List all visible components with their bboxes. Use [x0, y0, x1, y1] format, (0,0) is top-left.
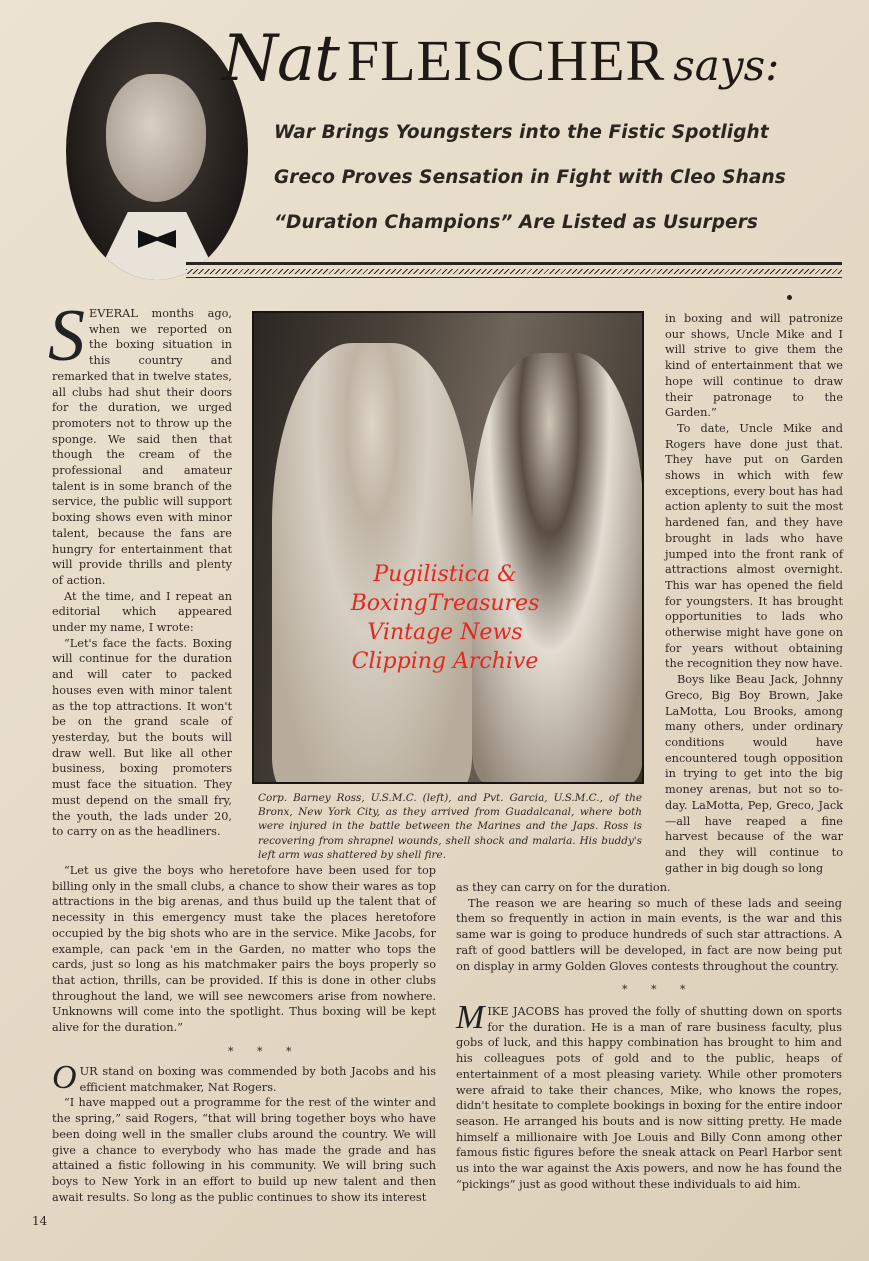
subhead-3: “Duration Champions” Are Listed as Usurpers [274, 212, 759, 233]
photo-caption: Corp. Barney Ross, U.S.M.C. (left), and Pvt. Garcia, U.S.M.C., of the Bronx, New York City, as they arrived from Guadalcanal, where both were injured in the battle between the Marines and the Japs. Ross is recovering from shrapnel wounds, shell shock and malaria. His buddy's left arm was shattered by shell fire. [258, 792, 642, 861]
paragraph-6: “I have mapped out a programme for the rest of the winter and the spring,” said Rogers, “that will bring together boys who have been doing well in the smaller clubs around the country. We will give a chance to everybody who has made the grade and has attained a fistic following in his community. We will bring such boys to New York in an effort to build up new talent and then await results. So long as the public continues to show its interest [52, 1096, 436, 1204]
paragraph-7: as they can carry on for the duration. [456, 881, 671, 894]
drop-cap-s: S [48, 295, 85, 377]
page-number: 14 [32, 1214, 48, 1228]
watermark [300, 560, 590, 676]
wide-block-4 [456, 999, 842, 1192]
paragraph-1: EVERAL months ago, when we reported on the boxing situation in this country and remarked that in twelve states, all clubs had shut their doors for the duration, we urged promoters not to throw up the sponge. We said then that though the cream of the professional and amateur talent is in some branch of the service, the public will support boxing shows even with minor talent, because the fans are hungry for entertainment that will provide thrills and plenty of action. [52, 307, 232, 587]
wide-block-1 [52, 863, 436, 1036]
wide-block-3 [456, 880, 842, 974]
column-title [222, 22, 862, 102]
section-break-stars: * * * [228, 1045, 302, 1058]
drop-cap-o: O [52, 1059, 77, 1096]
watermark-line: Pugilistica & [373, 562, 517, 587]
drop-cap-m: M [456, 999, 485, 1036]
paragraph-2: At the time, and I repeat an editorial which appeared under my name, I wrote: [52, 589, 232, 635]
paragraph-r3: Boys like Beau Jack, Johnny Greco, Big Boy Brown, Jake LaMotta, Lou Brooks, among many others, under ordinary conditions would have encountered tough opposition in trying to get into the big money arenas, but not so to-day. LaMotta, Pep, Greco, Jack—all have reaped a fine harvest because of the war and they will continue to gather in big dough so long [665, 673, 843, 875]
title-last-name: FLEISCHER [346, 28, 666, 93]
watermark-line: Vintage News [367, 620, 523, 645]
news-photo [252, 311, 644, 784]
right-column [665, 311, 843, 876]
wide-block-2 [52, 1059, 436, 1205]
paragraph-5: UR stand on boxing was commended by both Jacobs and his efficient matchmaker, Nat Rogers. [79, 1065, 436, 1094]
subhead-1: War Brings Youngsters into the Fistic Spotlight [274, 122, 769, 143]
paragraph-8: The reason we are hearing so much of these lads and seeing them so frequently in action in main events, is the war and this same war is going to produce hundreds of such star attractions. A raft of good battlers will be developed, in fact are now being put on display in army Golden Gloves contests throughout the country. [456, 896, 842, 973]
paragraph-r2: To date, Uncle Mike and Rogers have done just that. They have put on Garden shows in which with few exceptions, every bout has had action aplenty to suit the most hardened fan, and they have brought in lads who have jumped into the front rank of attractions almost overnight. This war has opened the field for youngsters. It has brought opportunities to lads who otherwise might have gone on for years without obtaining the recognition they now have. [665, 421, 843, 671]
title-first-name: Nat [222, 22, 339, 96]
section-break-stars-2: * * * [622, 983, 696, 996]
bullet-dot [787, 295, 792, 300]
paragraph-9: IKE JACOBS has proved the folly of shutting down on sports for the duration. He is a man of rare business faculty, plus gobs of luck, and this happy combination has brought to him and his colleagues pots of gold and to the public, heaps of entertainment of a most pleasing variety. While other promoters were afraid to take their chances, Mike, who knows the ropes, didn't hesitate to complete bookings in boxing for the entire indoor season. He arranged his bouts and is now sitting pretty. He made himself a millionaire with Joe Louis and Billy Conn among other famous fistic figures before the sneak attack on Pearl Harbor sent us into the war against the Axis powers, and now he has found the “pickings” just as good without these individuals to aid him. [456, 1005, 842, 1191]
paragraph-r1: in boxing and will patronize our shows, Uncle Mike and I will strive to give them the kind of entertainment that we hope will continue to draw their patronage to the Garden.” [665, 312, 843, 420]
portrait-face [106, 74, 206, 202]
header-rule [186, 262, 842, 278]
author-portrait [66, 22, 248, 280]
watermark-line: BoxingTreasures [350, 591, 540, 616]
left-column [48, 295, 232, 840]
watermark-line: Clipping Archive [351, 649, 539, 674]
subhead-2: Greco Proves Sensation in Fight with Cleo Shans [274, 167, 786, 188]
paragraph-3: “Let's face the facts. Boxing will continue for the duration and will cater to packed houses even with minor talent as the top attractions. It won't be on the grand scale of yesterday, but the bouts will draw well. But like all other business, boxing promoters must face the situation. They must depend on the small fry, the youth, the lads under 20, to carry on as the headliners. [52, 636, 232, 839]
title-says: says: [673, 41, 780, 90]
paragraph-4: “Let us give the boys who heretofore have been used for top billing only in the small clubs, a chance to show their wares as top attractions in the big arenas, and thus build up the talent that of necessity in this emergency must take the places heretofore occupied by the big shots who are in the service. Mike Jacobs, for example, can pack 'em in the Garden, no matter who tops the cards, just so long as his matchmaker pairs the boys properly so that action, thrills, can be provided. If this is done in other clubs throughout the land, we will see newcomers arise from nowhere. Unknowns will come into the spotlight. Thus boxing will be kept alive for the duration.” [52, 864, 436, 1035]
